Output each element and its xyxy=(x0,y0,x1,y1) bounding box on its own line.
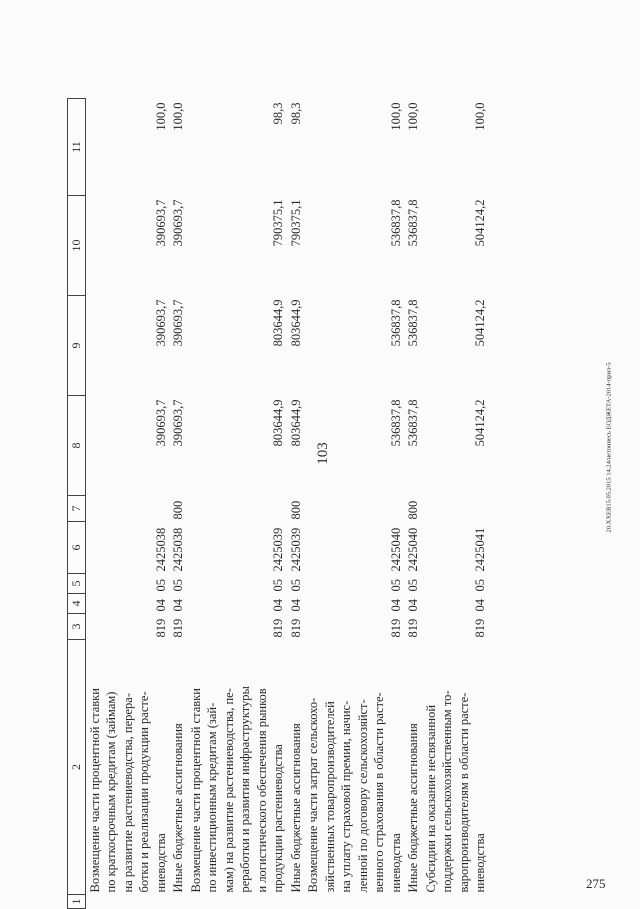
row-number-cell xyxy=(85,895,169,909)
cell-c10: 790375,1 xyxy=(288,199,303,247)
cell-c5: 05 xyxy=(473,579,487,592)
bottom-page-number: 275 xyxy=(586,876,606,891)
page-number: 103 xyxy=(314,442,331,465)
cell-c10: 536837,8 xyxy=(406,199,420,247)
cell-c11: 98,3 xyxy=(288,102,303,125)
cell-c9: 803644,9 xyxy=(288,299,303,347)
row-name-cell xyxy=(287,640,305,895)
column-header: 11 xyxy=(68,99,86,196)
row-name-line: ботки и реализации продукции расте- xyxy=(137,691,151,893)
table-row xyxy=(422,99,489,909)
cell-c3: 819 xyxy=(406,618,420,638)
table-row xyxy=(187,99,287,909)
row-number-cell xyxy=(404,895,422,909)
column-header: 9 xyxy=(68,296,86,396)
cell-c7 xyxy=(187,496,287,522)
table-row xyxy=(304,99,404,909)
row-number-cell xyxy=(169,895,187,909)
cell-c5: 05 xyxy=(288,579,303,592)
row-name-cell xyxy=(404,640,422,895)
table-row xyxy=(287,99,305,909)
cell-c7 xyxy=(422,496,489,522)
row-name-cell xyxy=(422,640,489,895)
table-row xyxy=(85,99,169,909)
row-name-line: Возмещение части процентной ставки xyxy=(188,688,203,893)
cell-c8: 390693,7 xyxy=(171,399,185,447)
row-name-line: Субсидии на оказание несвязанной xyxy=(423,704,438,893)
cell-c11: 98,3 xyxy=(271,102,285,125)
cell-c8: 536837,8 xyxy=(388,399,403,447)
column-header: 5 xyxy=(68,574,86,594)
row-number-cell xyxy=(287,895,305,909)
column-header: 3 xyxy=(68,614,86,640)
cell-c9: 536837,8 xyxy=(388,299,403,347)
row-name-line: Иные бюджетные ассигнования xyxy=(171,723,185,893)
row-name-line: Возмещение части затрат сельскохо- xyxy=(306,697,320,893)
row-name-line: на уплату страховой премии, начис- xyxy=(339,700,353,893)
row-name-line: продукции растениеводства xyxy=(271,744,285,893)
row-name-cell xyxy=(187,640,287,895)
column-header: 7 xyxy=(68,496,86,522)
row-name-line: варопроизводителям в области расте- xyxy=(456,692,471,893)
cell-c7: 800 xyxy=(171,500,185,520)
column-header: 10 xyxy=(68,196,86,296)
row-name-line: Иные бюджетные ассигнования xyxy=(288,723,303,893)
cell-c11: 100,0 xyxy=(388,102,403,131)
cell-c6: 2425038 xyxy=(171,527,185,572)
row-name-line: венного страхования в области расте- xyxy=(372,692,386,893)
cell-c5: 05 xyxy=(171,579,185,592)
cell-c11: 100,0 xyxy=(153,102,168,131)
cell-c9: 536837,8 xyxy=(406,299,420,347)
cell-c4: 04 xyxy=(153,599,168,612)
cell-c6: 2425038 xyxy=(153,527,168,572)
cell-c10: 390693,7 xyxy=(153,199,168,247)
cell-c11: 100,0 xyxy=(406,102,420,131)
cell-c3: 819 xyxy=(388,618,403,638)
cell-c7: 800 xyxy=(288,500,303,520)
row-name-cell xyxy=(169,640,187,895)
row-name-line: по инвестиционным кредитам (зай- xyxy=(205,702,219,893)
cell-c3: 819 xyxy=(271,618,285,638)
row-number-cell xyxy=(304,895,404,909)
cell-c9: 803644,9 xyxy=(271,299,285,347)
cell-c10: 390693,7 xyxy=(171,199,185,247)
row-name-cell xyxy=(304,640,404,895)
budget-table xyxy=(67,98,489,909)
cell-c6: 2425040 xyxy=(406,527,420,572)
cell-c10: 504124,2 xyxy=(473,199,487,247)
cell-c11: 100,0 xyxy=(473,102,487,131)
cell-c6: 2425040 xyxy=(388,527,403,572)
cell-c3: 819 xyxy=(153,618,168,638)
row-name-line: по краткосрочным кредитам (займам) xyxy=(104,691,118,893)
cell-c9: 504124,2 xyxy=(473,299,487,347)
cell-c8: 536837,8 xyxy=(406,399,420,447)
table-body xyxy=(85,99,489,909)
cell-c5: 05 xyxy=(153,579,168,592)
cell-c6: 2425039 xyxy=(271,527,285,572)
cell-c3: 819 xyxy=(171,618,185,638)
row-name-line: поддержки сельскохозяйственным то- xyxy=(440,690,454,893)
table-row xyxy=(169,99,187,909)
footer-stamp: 20.XXEB15.05.2015 14.24/нетоннесь ЕОДЖЕТА-2014-прил-5 xyxy=(605,362,613,533)
column-header: 4 xyxy=(68,594,86,614)
cell-c8: 504124,2 xyxy=(473,399,487,447)
cell-c4: 04 xyxy=(271,599,285,612)
row-name-line: и логистического обеспечения рынков xyxy=(254,688,269,893)
cell-c9: 390693,7 xyxy=(171,299,185,347)
table-row xyxy=(404,99,422,909)
row-number-cell xyxy=(422,895,489,909)
cell-c7 xyxy=(85,496,169,522)
cell-c6: 2425039 xyxy=(288,527,303,572)
cell-c6: 2425041 xyxy=(473,527,487,572)
cell-c3: 819 xyxy=(473,618,487,638)
column-header: 8 xyxy=(68,396,86,496)
row-name-line: ниеводства xyxy=(388,833,403,893)
cell-c8: 390693,7 xyxy=(153,399,168,447)
cell-c8: 803644,9 xyxy=(271,399,285,447)
column-header: 2 xyxy=(68,640,86,895)
row-name-line: Возмещение части процентной ставки xyxy=(87,688,102,893)
table-header-row xyxy=(68,99,86,909)
cell-c4: 04 xyxy=(473,599,487,612)
cell-c5: 05 xyxy=(271,579,285,592)
cell-c11: 100,0 xyxy=(171,102,185,131)
column-header: 1 xyxy=(68,895,86,909)
cell-c10: 790375,1 xyxy=(271,199,285,247)
cell-c7 xyxy=(304,496,404,522)
cell-c4: 04 xyxy=(288,599,303,612)
row-name-line: реработки и развития инфраструктуры xyxy=(238,686,252,893)
cell-c7: 800 xyxy=(406,500,420,520)
cell-c3: 819 xyxy=(288,618,303,638)
cell-c4: 04 xyxy=(388,599,403,612)
row-name-line: ленной по договору сельскохозяйст- xyxy=(355,699,370,893)
row-name-line: мам) на развитие растениеводства, пе- xyxy=(221,688,236,893)
cell-c5: 05 xyxy=(406,579,420,592)
cell-c4: 04 xyxy=(171,599,185,612)
row-number-cell xyxy=(187,895,287,909)
row-name-line: Иные бюджетные ассигнования xyxy=(406,723,420,893)
column-header: 6 xyxy=(68,522,86,574)
row-name-line: ниеводства xyxy=(153,833,168,893)
budget-table-rotated xyxy=(67,87,567,909)
row-name-line: ниеводства xyxy=(473,833,487,893)
cell-c9: 390693,7 xyxy=(153,299,168,347)
row-name-line: на развитие растениеводства, перера- xyxy=(120,693,135,893)
cell-c10: 536837,8 xyxy=(388,199,403,247)
row-name-cell xyxy=(85,640,169,895)
cell-c4: 04 xyxy=(406,599,420,612)
cell-c5: 05 xyxy=(388,579,403,592)
cell-c8: 803644,9 xyxy=(288,399,303,447)
row-name-line: зяйственных товаропроизводителей xyxy=(322,701,337,893)
